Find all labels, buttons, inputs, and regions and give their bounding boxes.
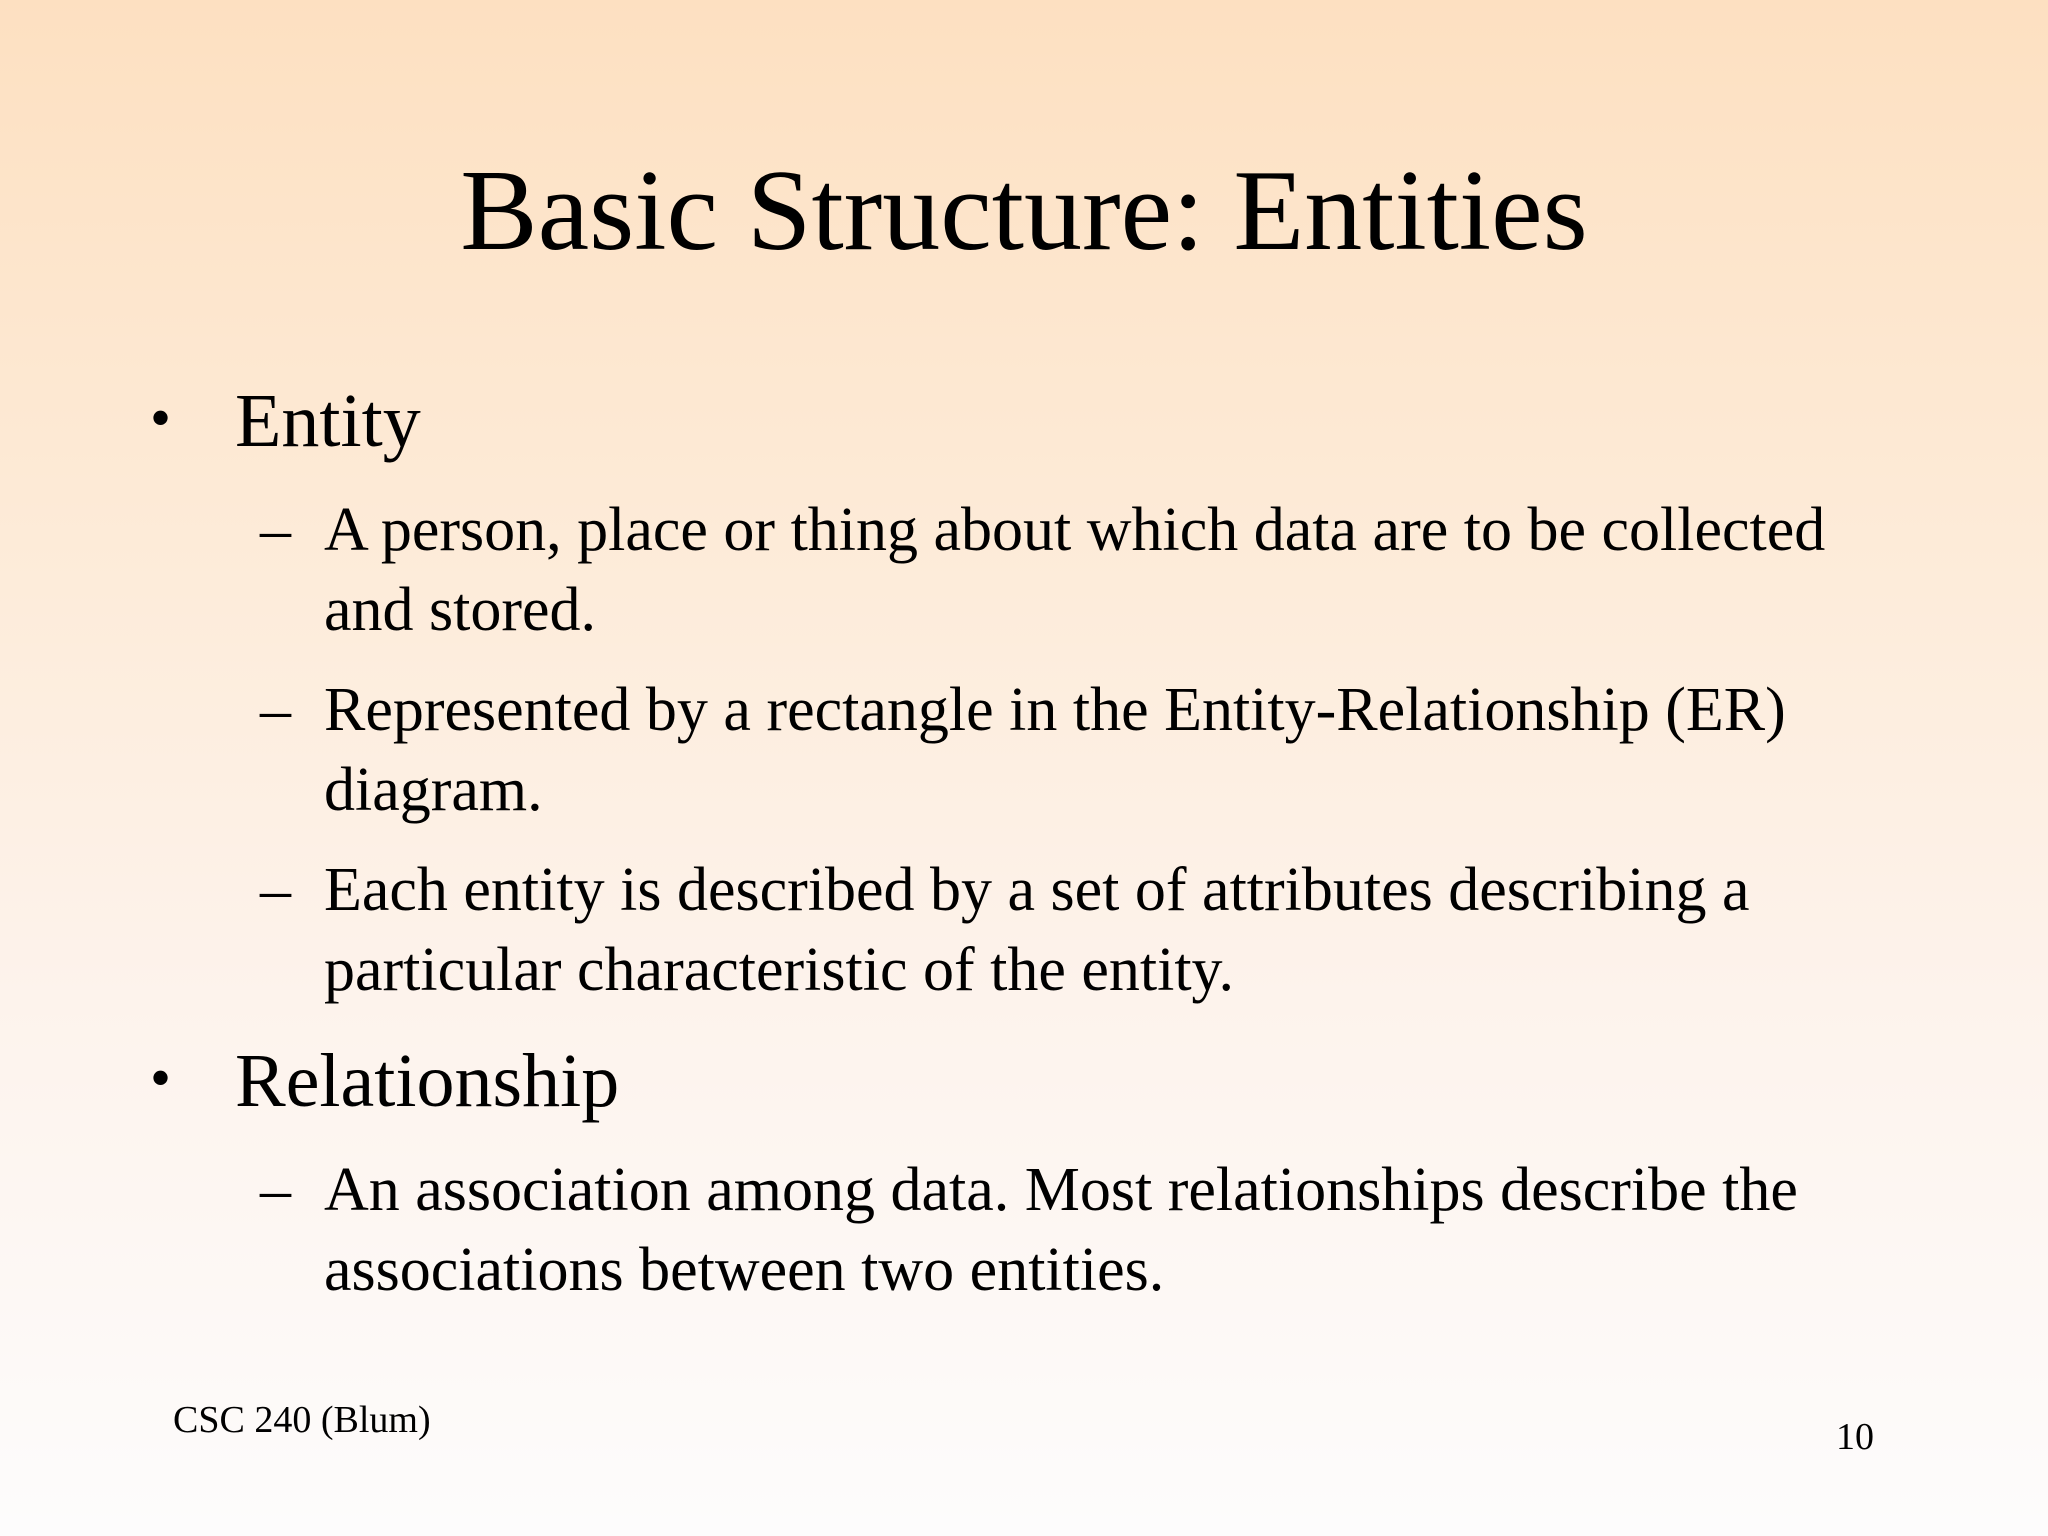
page-number: 10	[1836, 1416, 1874, 1458]
bullet-icon: •	[150, 1045, 172, 1111]
dash-icon: –	[260, 856, 291, 924]
bullet-item-entity	[150, 379, 421, 463]
dash-icon: –	[260, 496, 291, 564]
sub-item	[260, 850, 1910, 1010]
sub-item-text: A person, place or thing about which data are to be collected and stored.	[324, 496, 1826, 644]
sub-item-text: Each entity is described by a set of attributes describing a particular characteristic of the entity.	[324, 856, 1750, 1004]
sub-item	[260, 1150, 1910, 1310]
dash-icon: –	[260, 1156, 291, 1224]
bullet-item-relationship	[150, 1039, 620, 1123]
dash-icon: –	[260, 676, 291, 744]
footer-course: CSC 240 (Blum)	[173, 1399, 431, 1441]
sub-item	[260, 670, 1910, 830]
bullet-icon: •	[150, 385, 172, 451]
sub-item	[260, 490, 1910, 650]
sub-item-text: An association among data. Most relationships describe the associations between two entities.	[324, 1156, 1798, 1304]
sub-item-text: Represented by a rectangle in the Entity-Relationship (ER) diagram.	[324, 676, 1786, 824]
bullet-label: Relationship	[235, 1039, 620, 1123]
bullet-label: Entity	[235, 379, 421, 463]
slide-title: Basic Structure: Entities	[460, 147, 1588, 275]
